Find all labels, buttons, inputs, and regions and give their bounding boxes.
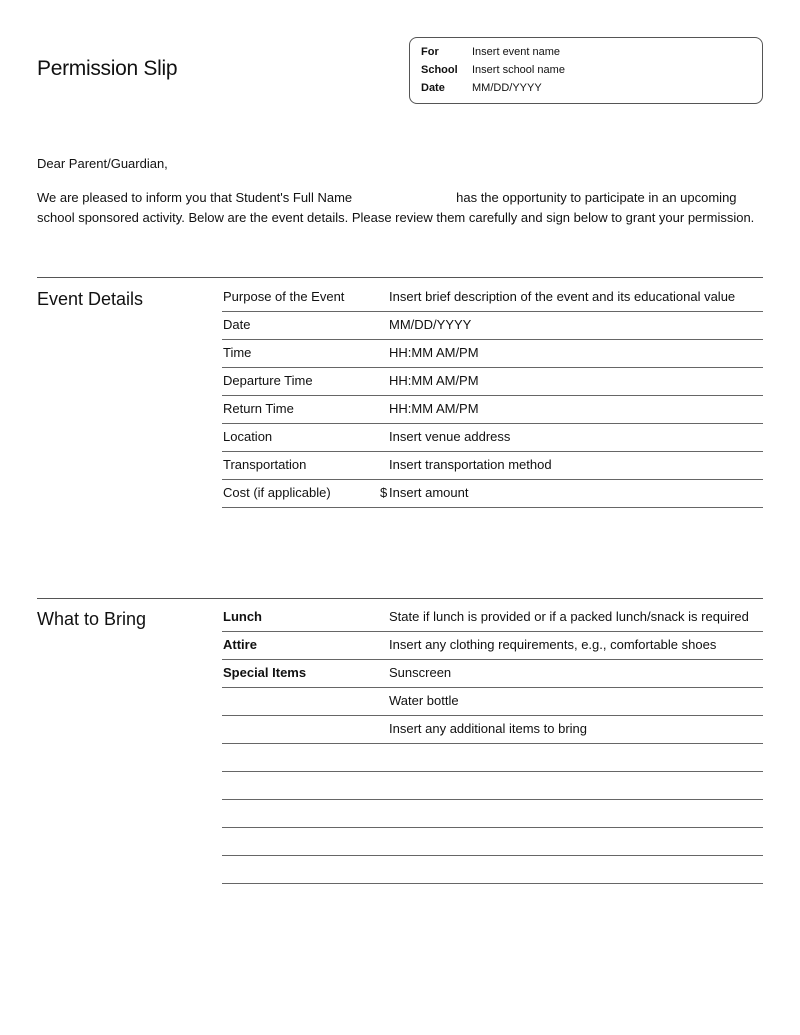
row-value[interactable]: Insert brief description of the event and its educational value xyxy=(389,289,736,304)
row-label: Cost (if applicable) xyxy=(223,485,331,500)
event-row xyxy=(222,423,763,452)
info-row-date xyxy=(421,82,542,94)
row-label: Attire xyxy=(223,637,257,652)
row-value[interactable]: HH:MM AM/PM xyxy=(389,373,479,388)
info-box xyxy=(409,37,763,104)
row-label: Purpose of the Event xyxy=(223,289,345,304)
section-heading: Event Details xyxy=(37,289,144,309)
bring-row xyxy=(222,799,763,828)
row-label: Transportation xyxy=(223,457,307,472)
bring-row xyxy=(222,631,763,660)
bring-row xyxy=(222,771,763,800)
intro-text: We are pleased to inform you that Student's Full Name xyxy=(37,190,353,205)
info-value[interactable]: MM/DD/YYYY xyxy=(472,82,542,94)
event-row xyxy=(222,451,763,480)
event-row xyxy=(222,395,763,424)
row-value[interactable]: State if lunch is provided or if a packed lunch/snack is required xyxy=(389,609,749,624)
bring-row xyxy=(222,659,763,688)
info-row-for xyxy=(421,46,560,58)
row-value[interactable]: Water bottle xyxy=(389,693,459,708)
intro-paragraph xyxy=(37,188,757,228)
section-heading: What to Bring xyxy=(37,609,147,629)
info-label: School xyxy=(421,64,458,76)
row-value[interactable]: Insert amount xyxy=(389,485,469,500)
intro-text: has the opportunity to participate in an upcoming school sponsored activity. Below are the event details. Please review them carefully and sign below to grant your permission. xyxy=(37,190,755,225)
info-label: Date xyxy=(421,82,445,94)
bring-row xyxy=(222,687,763,716)
event-row xyxy=(222,367,763,396)
row-value[interactable]: Insert any clothing requirements, e.g., comfortable shoes xyxy=(389,637,717,652)
bring-row xyxy=(222,743,763,772)
bring-row xyxy=(222,603,763,632)
row-value[interactable]: Insert venue address xyxy=(389,429,511,444)
row-value[interactable]: Insert any additional items to bring xyxy=(389,721,587,736)
info-value[interactable]: Insert event name xyxy=(472,46,561,58)
row-value[interactable]: Insert transportation method xyxy=(389,457,552,472)
info-label: For xyxy=(421,46,439,58)
row-label: Location xyxy=(223,429,273,444)
bring-row xyxy=(222,855,763,884)
row-value[interactable]: MM/DD/YYYY xyxy=(389,317,472,332)
row-label: Return Time xyxy=(223,401,294,416)
event-row xyxy=(222,479,763,508)
row-label: Special Items xyxy=(223,665,307,680)
currency-prefix: $ xyxy=(380,485,388,500)
info-value[interactable]: Insert school name xyxy=(472,64,565,76)
info-row-school xyxy=(421,64,565,76)
event-row xyxy=(222,339,763,368)
divider xyxy=(37,598,763,599)
row-label: Time xyxy=(223,345,252,360)
row-value[interactable]: HH:MM AM/PM xyxy=(389,401,479,416)
divider xyxy=(37,277,763,278)
page-title: Permission Slip xyxy=(37,57,178,80)
bring-row xyxy=(222,715,763,744)
row-value[interactable]: HH:MM AM/PM xyxy=(389,345,479,360)
row-label: Date xyxy=(223,317,251,332)
row-label: Lunch xyxy=(223,609,262,624)
event-row xyxy=(222,311,763,340)
bring-row xyxy=(222,827,763,856)
row-value[interactable]: Sunscreen xyxy=(389,665,452,680)
event-row xyxy=(222,283,763,312)
row-label: Departure Time xyxy=(223,373,313,388)
greeting: Dear Parent/Guardian, xyxy=(37,156,168,171)
